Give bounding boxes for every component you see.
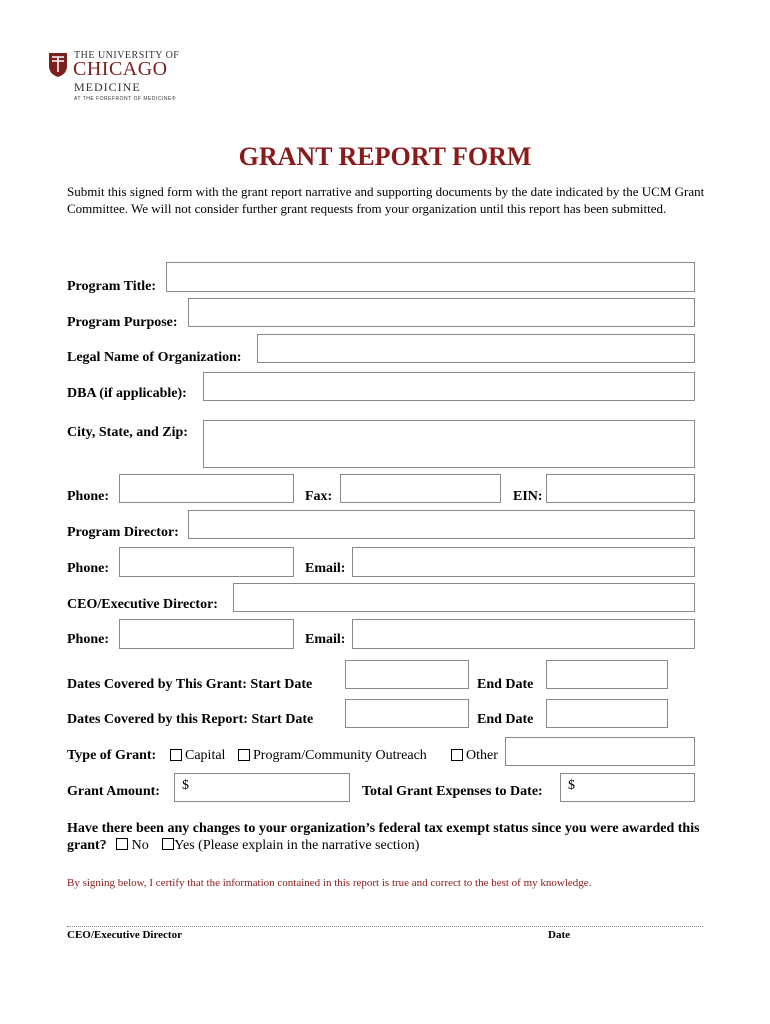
- legal-name-field[interactable]: [257, 334, 695, 363]
- ceo-signature-label: CEO/Executive Director: [67, 929, 182, 941]
- program-purpose-label: Program Purpose:: [67, 315, 178, 330]
- logo-line3: MEDICINE: [74, 80, 141, 94]
- logo-line1: THE UNIVERSITY OF: [74, 50, 180, 61]
- fax-field[interactable]: [340, 474, 501, 503]
- phone-field[interactable]: [119, 474, 294, 503]
- other-checkbox[interactable]: [451, 749, 463, 761]
- phone-label: Phone:: [67, 489, 109, 504]
- type-of-grant-label: Type of Grant:: [67, 748, 157, 763]
- grant-amount-field[interactable]: $: [174, 773, 350, 802]
- certification-text: By signing below, I certify that the information contained in this report is true and correct to the best of my knowledge.: [67, 877, 592, 889]
- tax-status-question: [67, 820, 707, 854]
- capital-label: Capital: [185, 748, 226, 763]
- grant-end-label: End Date: [477, 677, 534, 692]
- total-expenses-field[interactable]: $: [560, 773, 695, 802]
- program-director-field[interactable]: [188, 510, 695, 539]
- signature-line[interactable]: [67, 926, 703, 927]
- program-outreach-checkbox[interactable]: [238, 749, 250, 761]
- other-label: Other: [466, 748, 498, 763]
- ein-label: EIN:: [513, 489, 543, 504]
- director-phone-field[interactable]: [119, 547, 294, 577]
- report-end-label: End Date: [477, 712, 534, 727]
- page-title: GRANT REPORT FORM: [238, 142, 532, 171]
- report-start-label: Dates Covered by this Report: Start Date: [67, 712, 314, 727]
- date-signature-label: Date: [548, 929, 570, 941]
- program-title-field[interactable]: [166, 262, 695, 292]
- dba-label: DBA (if applicable):: [67, 386, 187, 401]
- logo-tagline: AT THE FOREFRONT OF MEDICINE®: [74, 96, 176, 102]
- grant-end-date-field[interactable]: [546, 660, 668, 689]
- ein-field[interactable]: [546, 474, 695, 503]
- director-email-label: Email:: [305, 561, 346, 576]
- tax-no-label: No: [131, 838, 149, 853]
- program-title-label: Program Title:: [67, 279, 157, 294]
- city-state-zip-label: City, State, and Zip:: [67, 425, 188, 440]
- intro-text: Submit this signed form with the grant report narrative and supporting documents by the date indicated by the UCM Grant Committee. We will not consider further grant requests from your organization until this report has been submitted.: [67, 184, 705, 216]
- ceo-director-field[interactable]: [233, 583, 695, 612]
- total-expenses-label: Total Grant Expenses to Date:: [362, 784, 543, 799]
- ceo-email-label: Email:: [305, 632, 346, 647]
- grant-start-label: Dates Covered by This Grant: Start Date: [67, 677, 313, 692]
- legal-name-label: Legal Name of Organization:: [67, 350, 242, 365]
- logo-line2: CHICAGO: [73, 58, 168, 80]
- ceo-email-field[interactable]: [352, 619, 695, 649]
- report-start-date-field[interactable]: [345, 699, 469, 728]
- director-phone-label: Phone:: [67, 561, 109, 576]
- tax-yes-label: Yes (Please explain in the narrative section): [174, 838, 420, 853]
- ceo-director-label: CEO/Executive Director:: [67, 597, 218, 612]
- ceo-phone-field[interactable]: [119, 619, 294, 649]
- program-purpose-field[interactable]: [188, 298, 695, 327]
- fax-label: Fax:: [305, 489, 333, 504]
- tax-question-text: Have there been any changes to your organization’s federal tax exempt status since you were awarded this grant?: [67, 821, 700, 853]
- city-state-zip-field[interactable]: [203, 420, 695, 468]
- report-end-date-field[interactable]: [546, 699, 668, 728]
- program-director-label: Program Director:: [67, 525, 179, 540]
- tax-yes-checkbox[interactable]: [162, 838, 174, 850]
- director-email-field[interactable]: [352, 547, 695, 577]
- university-shield-icon: [48, 52, 68, 78]
- program-outreach-label: Program/Community Outreach: [253, 748, 427, 763]
- dba-field[interactable]: [203, 372, 695, 401]
- grant-start-date-field[interactable]: [345, 660, 469, 689]
- capital-checkbox[interactable]: [170, 749, 182, 761]
- other-field[interactable]: [505, 737, 695, 766]
- grant-amount-label: Grant Amount:: [67, 784, 160, 799]
- ceo-phone-label: Phone:: [67, 632, 109, 647]
- tax-no-checkbox[interactable]: [116, 838, 128, 850]
